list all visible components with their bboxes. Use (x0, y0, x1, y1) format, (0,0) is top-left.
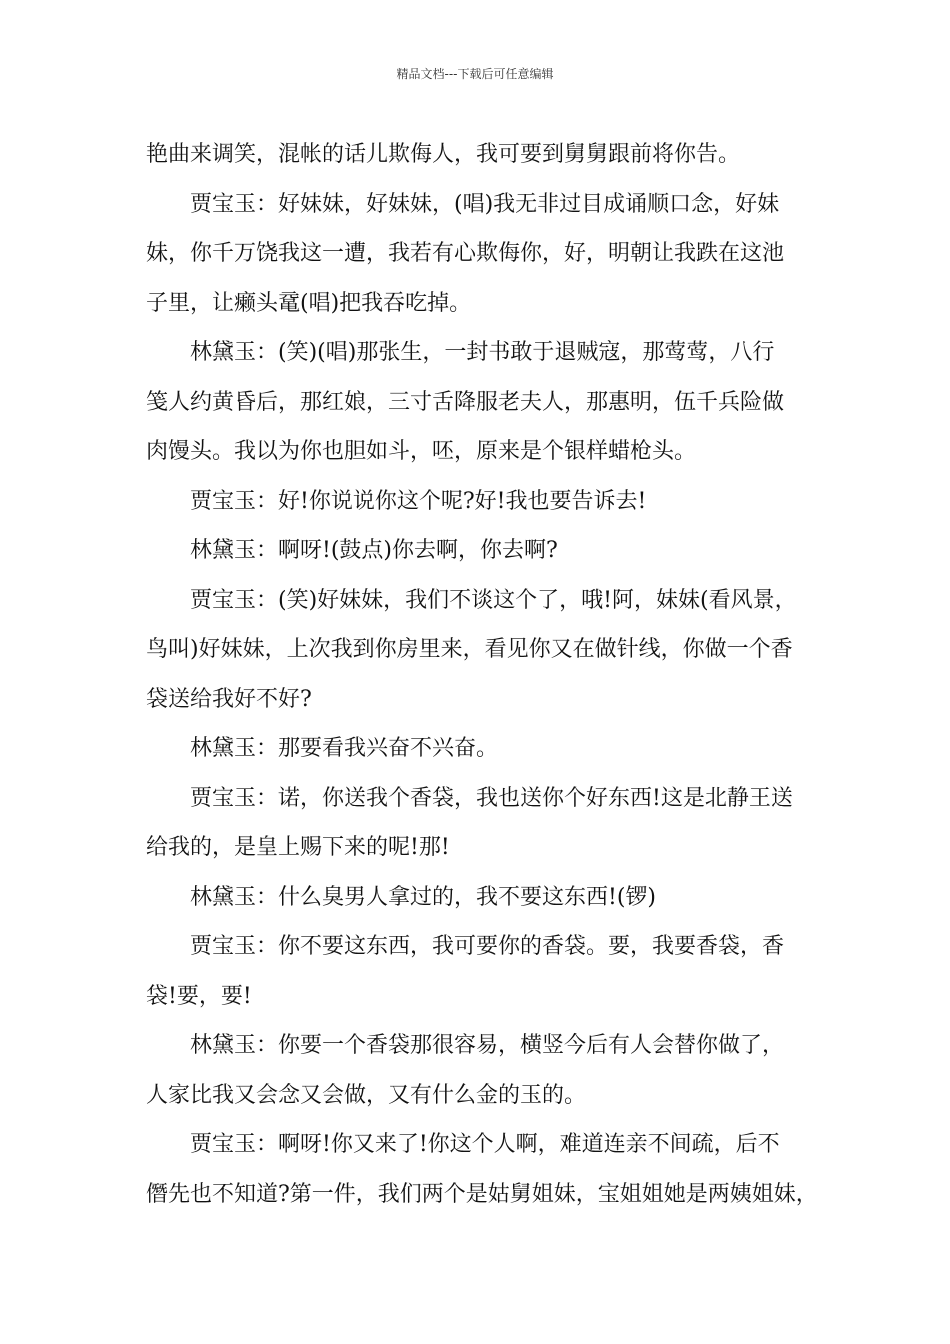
text-line: 贾宝玉：啊呀!你又来了!你这个人啊，难道连亲不间疏，后不 (190, 1132, 780, 1157)
text-line: 肉馒头。我以为你也胆如斗，呸，原来是个银样蜡枪头。 (146, 439, 697, 464)
text-line: 给我的，是皇上赐下来的呢!那! (146, 835, 450, 860)
text-line: 鸟叫)好妹妹，上次我到你房里来，看见你又在做针线，你做一个香 (146, 637, 793, 662)
text-line: 贾宝玉：诺，你送我个香袋，我也送你个好东西!这是北静王送 (190, 785, 793, 811)
text-line: 林黛玉：你要一个香袋那很容易，横竖今后有人会替你做了， (190, 1033, 785, 1058)
text-line: 林黛玉：那要看我兴奋不兴奋。 (190, 736, 499, 761)
text-line: 林黛玉：什么臭男人拿过的，我不要这东西!(锣) (190, 884, 657, 910)
text-line: 子里，让癞头鼋(唱)把我吞吃掉。 (146, 290, 472, 316)
text-line: 林黛玉：(笑)(唱)那张生，一封书敢于退贼寇，那莺莺，八行 (190, 340, 775, 365)
document-body (146, 130, 826, 1219)
text-line: 贾宝玉：好妹妹，好妹妹，(唱)我无非过目成诵顺口念，好妹 (190, 191, 780, 217)
text-line: 僭先也不知道?第一件，我们两个是姑舅姐妹，宝姐姐她是两姨姐妹， (146, 1181, 818, 1207)
text-line: 袋!要，要! (146, 983, 252, 1009)
text-line: 人家比我又会念又会做，又有什么金的玉的。 (146, 1082, 587, 1108)
text-line: 妹，你千万饶我这一遭，我若有心欺侮你，好，明朝让我跌在这池 (146, 241, 785, 266)
page-header: 精品文档---下载后可任意编辑 (396, 67, 554, 81)
text-line: 艳曲来调笑，混帐的话儿欺侮人，我可要到舅舅跟前将你告。 (146, 142, 741, 167)
text-line: 袋送给我好不好? (146, 686, 312, 712)
text-line: 笺人约黄昏后，那红娘，三寸舌降服老夫人，那惠明，伍千兵险做 (146, 389, 785, 415)
text-line: 林黛玉：啊呀!(鼓点)你去啊，你去啊? (190, 538, 558, 563)
text-line: 贾宝玉：好!你说说你这个呢?好!我也要告诉去! (190, 488, 647, 514)
text-line: 贾宝玉：你不要这东西，我可要你的香袋。要，我要香袋，香 (190, 934, 785, 959)
text-line: 贾宝玉：(笑)好妹妹，我们不谈这个了，哦!阿，妹妹(看风景， (190, 587, 797, 613)
